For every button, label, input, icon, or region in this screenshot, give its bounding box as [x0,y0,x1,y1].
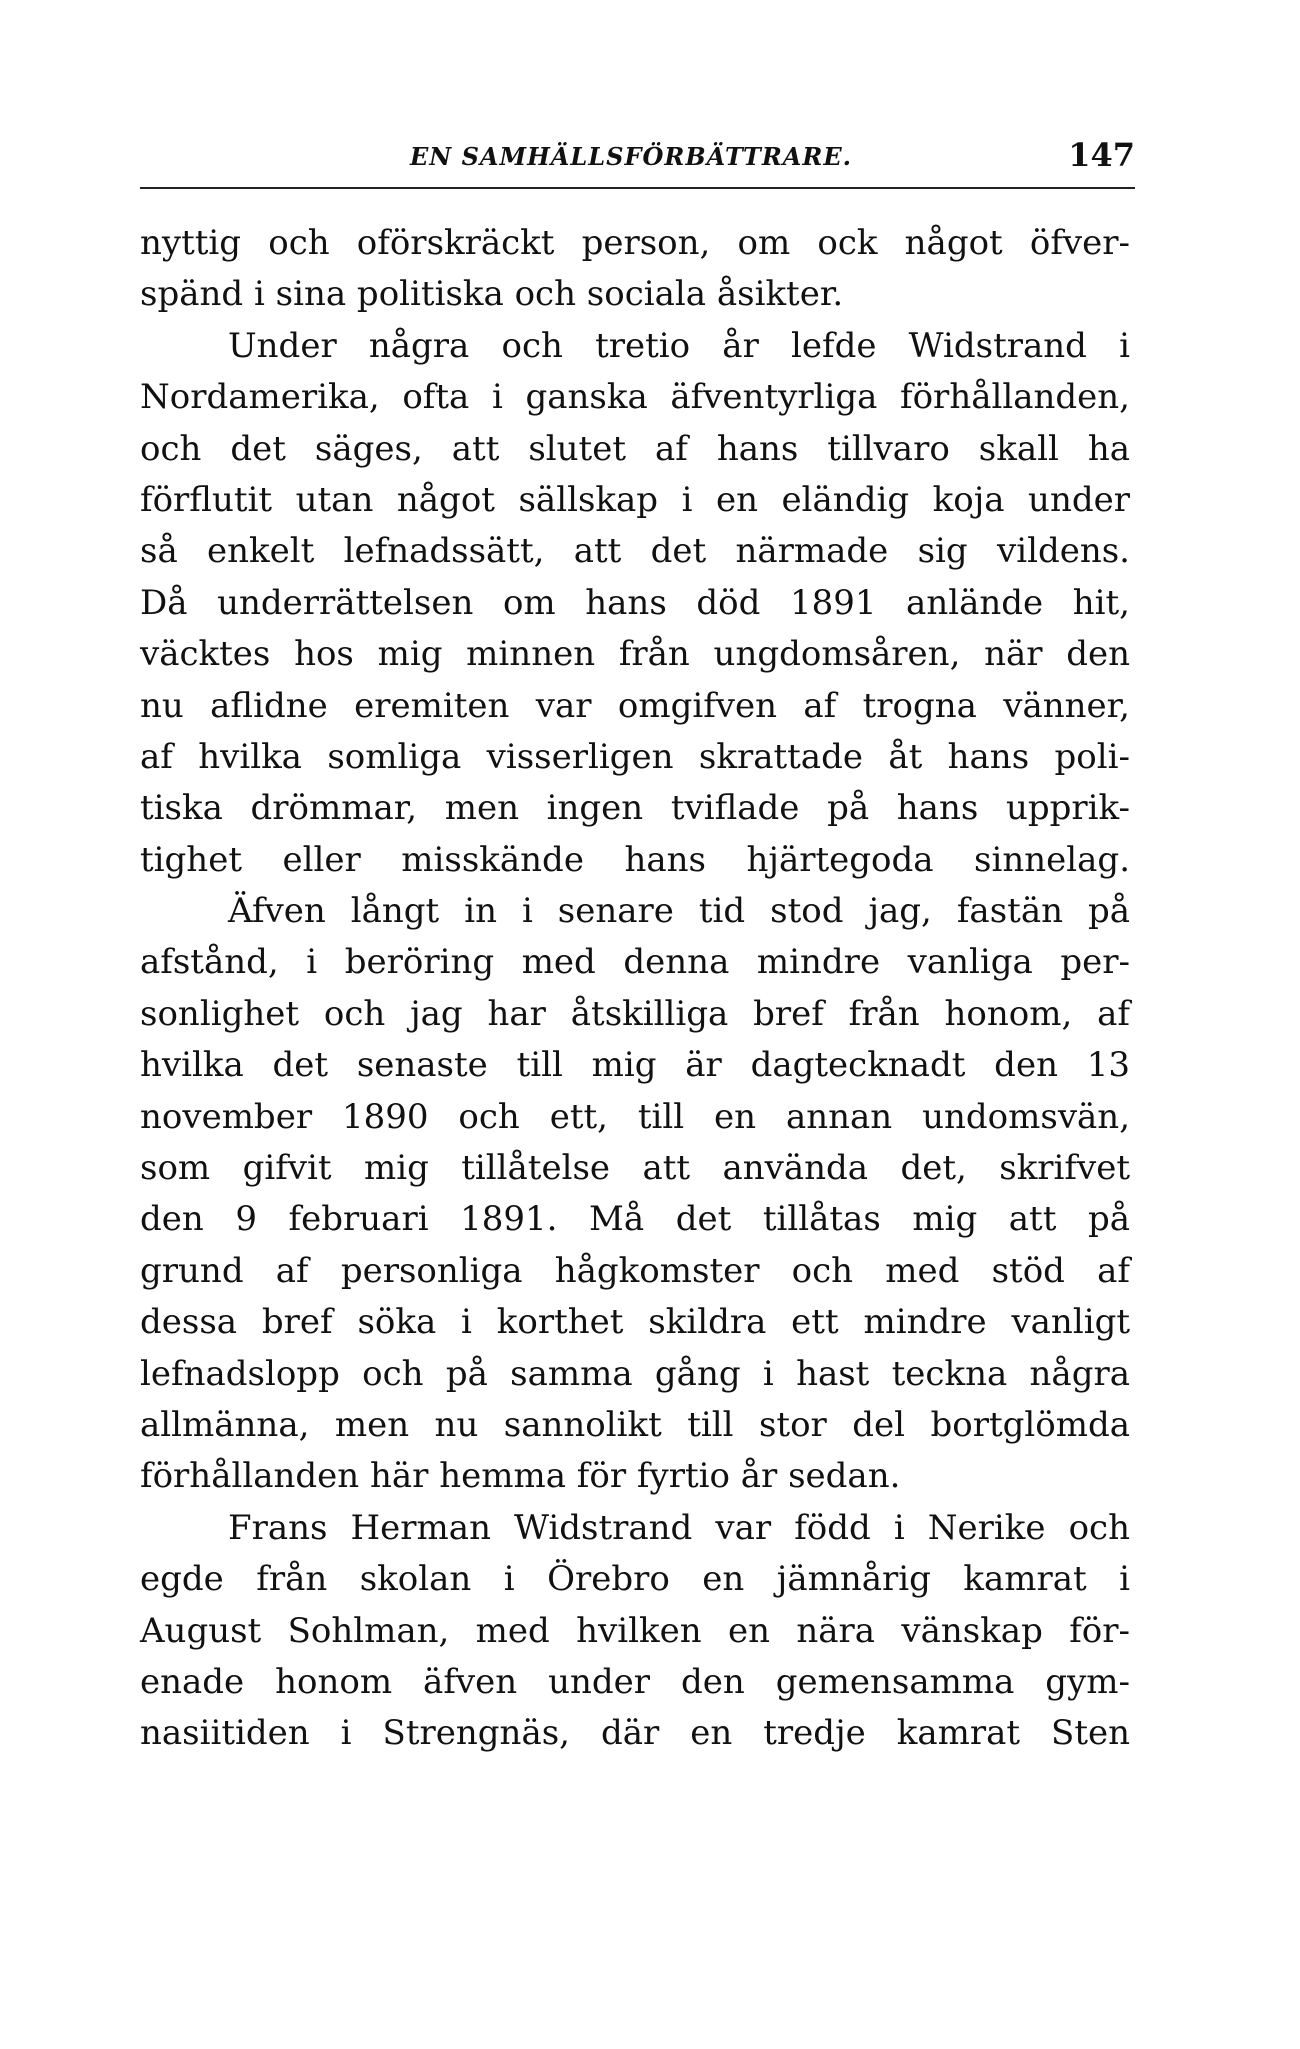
text-line: så enkelt lefnadssätt, att det närmade sig vildens. [140,531,1130,572]
text-line: Då underrättelsen om hans död 1891 anlände hit, [140,582,1130,623]
text-line: Äfven långt in i senare tid stod jag, fastän på [228,891,1130,932]
text-line: november 1890 och ett, till en annan undomsvän, [140,1096,1130,1137]
text-line: Nordamerika, ofta i ganska äfventyrliga förhållanden, [140,377,1130,418]
text-line: och det säges, att slutet af hans tillvaro skall ha [140,428,1130,469]
text-line: nasiitiden i Strengnäs, där en tredje kamrat Sten [140,1713,1130,1754]
text-line: allmänna, men nu sannolikt till stor del bortglömda [140,1404,1130,1445]
text-line: enade honom äfven under den gemensamma gym- [140,1661,1130,1702]
text-line: nyttig och oförskräckt person, om ock något öfver- [140,223,1130,263]
header-rule [140,187,1135,189]
text-line: nu aflidne eremiten var omgifven af trogna vänner, [140,685,1130,726]
text-line: som gifvit mig tillåtelse att använda det, skrifvet [140,1148,1130,1189]
text-line: hvilka det senaste till mig är dagtecknadt den 13 [140,1045,1130,1086]
text-line: förhållanden här hemma för fyrtio år sedan. [140,1456,901,1497]
text-line: spänd i sina politiska och sociala åsikter. [140,274,844,315]
text-line: dessa bref söka i korthet skildra ett mindre vanligt [140,1302,1130,1343]
text-line: August Sohlman, med hvilken en nära vänskap för- [140,1610,1130,1651]
text-line: af hvilka somliga visserligen skrattade åt hans poli- [140,736,1130,777]
text-line: tighet eller misskände hans hjärtegoda sinnelag. [140,839,1130,880]
text-line: väcktes hos mig minnen från ungdomsåren, när den [140,634,1130,675]
text-line: förflutit utan något sällskap i en eländig koja under [140,479,1130,520]
text-line: Under några och tretio år lefde Widstrand i [228,325,1130,366]
running-title: EN SAMHÄLLSFÖRBÄTTRARE. [410,142,852,171]
text-line: afstånd, i beröring med denna mindre vanliga per- [140,942,1130,983]
text-line: tiska drömmar, men ingen tviflade på hans upprik- [140,788,1130,829]
body-text [140,218,1130,1760]
text-line: egde från skolan i Örebro en jämnårig kamrat i [140,1559,1130,1600]
page-number: 147 [1068,136,1135,174]
text-line: Frans Herman Widstrand var född i Nerike och [228,1507,1130,1548]
running-head [140,132,1135,192]
text-line: grund af personliga hågkomster och med stöd af [140,1250,1130,1291]
text-line: sonlighet och jag har åtskilliga bref från honom, af [140,993,1130,1034]
text-line: lefnadslopp och på samma gång i hast teckna några [140,1353,1130,1394]
text-line: den 9 februari 1891. Må det tillåtas mig att på [140,1199,1130,1240]
